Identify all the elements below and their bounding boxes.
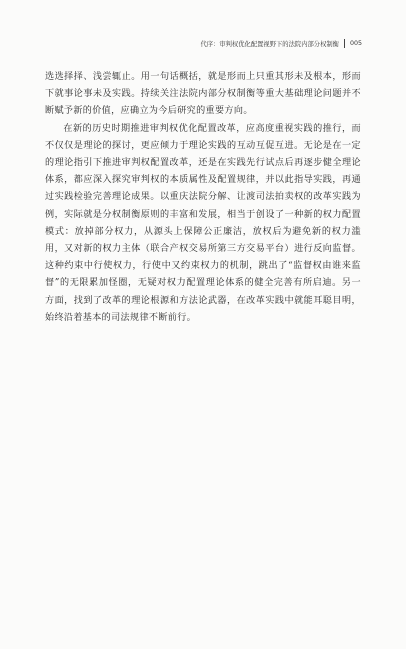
paragraph: 在新的历史时期推进审判权优化配置改革，应高度重视实践的推行，而不仅仅是理论的探讨，更应倾力于理论实践的互动互促互进。无论是在一定的理论指引下推进审判权配置改革，还是在实践先行试点后再逐步健全理论体系，都应深入探究审判权的本质属性及配置规律，并以此指导实践，再通过实践检验完善理论成果。以重庆法院分解、让渡司法拍卖权的改革实践为例，实际就是分权制衡原则的丰富和发展，相当于创设了一种新的权力配置模式：放掉部分权力，从源头上保障公正廉洁，放权后为避免新的权力滥用，又对新的权力主体（联合产权交易所第三方交易平台）进行反向监督。这种约束中行使权力，行使中又约束权力的机制，跳出了“监督权由谁来监督”的无限累加怪圈，无疑对权力配置理论体系的健全完善有所启迪。另一方面，找到了改革的理论根源和方法论武器，在改革实践中就能耳聪目明，始终沿着基本的司法规律不断前行。 [45,123,361,323]
paragraph-continued: 选选择择、浅尝辄止。用一句话概括，就是形而上只重其形未及根本，形而下就事论事未及实践。持续关注法院内部分权制衡等重大基础理论问题并不断赋予新的价值，应确立为今后研究的重要方向。 [45,72,361,117]
header-divider [344,39,345,48]
page-number: 005 [349,39,362,47]
page-body [45,69,361,327]
running-header [44,36,362,50]
running-title: 代序：审判权优化配置视野下的法院内部分权制衡 [200,40,339,48]
